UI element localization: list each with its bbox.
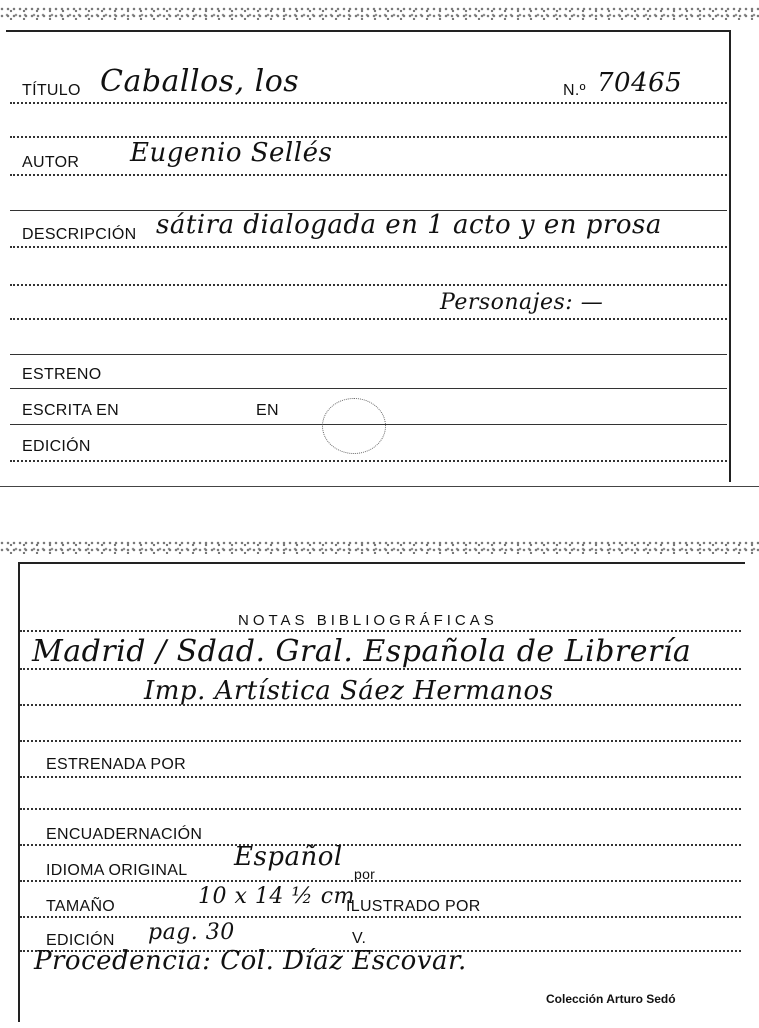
notas-rule [20,630,741,632]
descripcion-label: DESCRIPCIÓN [22,226,137,243]
idioma-original-value: Español [234,842,343,872]
edicion-value: pag. 30 [148,920,235,945]
blank-rule [10,136,727,138]
titulo-rule [10,102,727,104]
personajes-rule [10,318,727,320]
blank-rule [10,284,727,286]
notas-line-1-rule [20,668,741,670]
descripcion-value: sátira dialogada en 1 acto y en prosa [156,210,662,240]
encuadernacion-rule [20,844,741,846]
estrenada-por-label: ESTRENADA POR [46,756,186,773]
personajes-value: Personajes: — [440,290,604,315]
tamano-label: TAMAÑO [46,898,116,915]
card-border-right [729,30,731,482]
separator-rule [10,354,727,355]
notas-line-2: Imp. Artística Sáez Hermanos [144,676,554,706]
titulo-label: TÍTULO [22,82,81,99]
notas-heading: NOTAS BIBLIOGRÁFICAS [238,612,498,629]
idioma-rule [20,880,741,882]
por-label: por [354,866,376,882]
catalog-card-back [0,540,759,1028]
library-stamp [322,398,386,454]
collection-credit: Colección Arturo Sedó [546,992,676,1006]
blank-rule [20,808,741,810]
v-label: V. [352,930,367,947]
estrenada-rule [20,776,741,778]
tamano-value: 10 x 14 ½ cm [198,884,355,909]
en-label: EN [256,402,279,419]
edicion-rule [10,460,727,462]
encuadernacion-label: ENCUADERNACIÓN [46,826,203,843]
tamano-rule [20,916,741,918]
idioma-original-label: IDIOMA ORIGINAL [46,862,188,879]
estreno-label: ESTRENO [22,366,102,383]
torn-edge [0,6,759,20]
numero-label: N.º [563,82,586,99]
descripcion-rule [10,246,727,248]
blank-rule [20,740,741,742]
titulo-value: Caballos, los [100,64,300,99]
ilustrado-por-label: ILUSTRADO POR [346,898,481,915]
card-border-top [6,30,731,32]
notas-line-2-rule [20,704,741,706]
torn-edge [0,540,759,554]
notas-line-1: Madrid / Sdad. Gral. Española de Librería [32,634,692,669]
catalog-card-front [0,0,759,496]
numero-value: 70465 [597,68,683,98]
autor-rule [10,174,727,176]
card-border-top [18,562,745,564]
edicion-label: EDICIÓN [46,932,115,949]
procedencia-value: Procedencia: Col. Díaz Escovar. [34,946,467,976]
edicion-label: EDICIÓN [22,438,91,455]
escrita-en-label: ESCRITA EN [22,402,119,419]
card-bottom-edge [0,486,759,487]
estreno-rule [10,388,727,389]
autor-label: AUTOR [22,154,80,171]
autor-value: Eugenio Sellés [130,138,333,168]
